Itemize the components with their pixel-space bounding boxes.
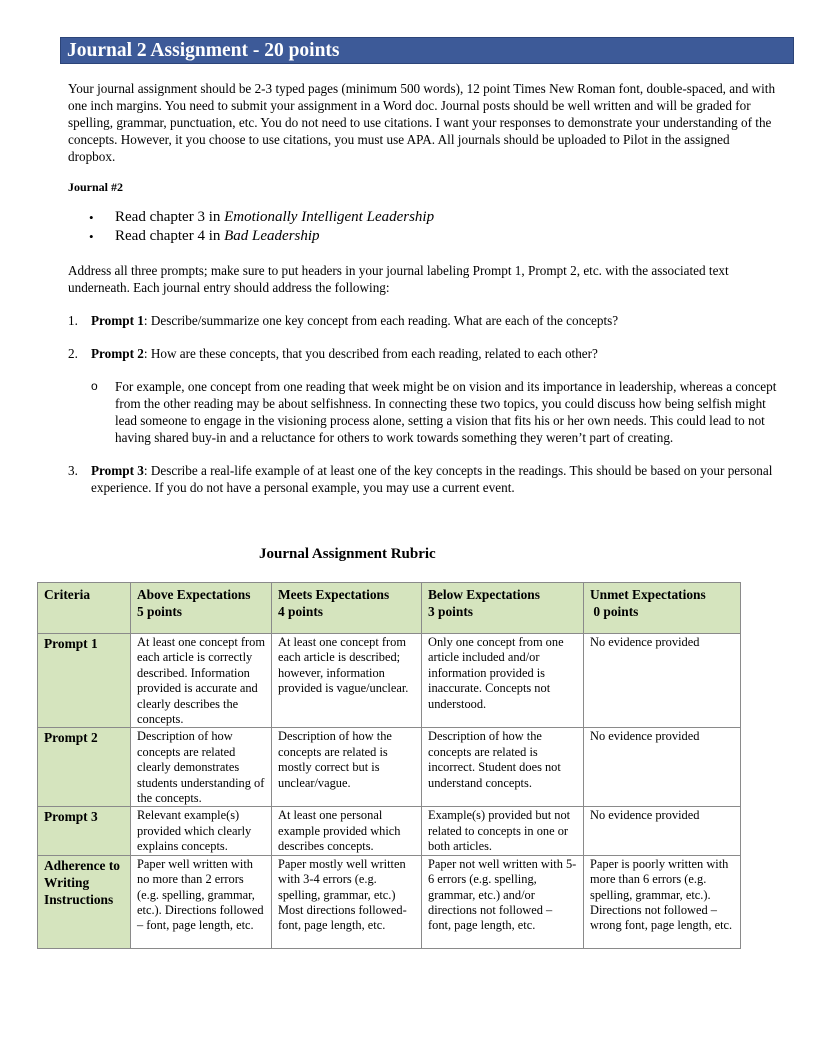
meets-cell: At least one concept from each article is described; however, information provided is vague/unclear. — [272, 634, 422, 728]
reading-prefix: Read chapter 3 in — [115, 209, 225, 225]
prompt-label: Prompt 2 — [91, 346, 144, 361]
below-cell: Only one concept from one article included and/or information provided is inaccurate. Concepts not understood. — [422, 634, 584, 728]
prompt-number: 2. — [68, 346, 78, 361]
below-cell: Example(s) provided but not related to concepts in one or both articles. — [422, 807, 584, 855]
criteria-cell: Prompt 2 — [38, 728, 131, 807]
criteria-cell: Prompt 1 — [38, 634, 131, 728]
table-row — [38, 728, 741, 807]
header-label: Criteria — [44, 587, 91, 602]
header-unmet — [584, 583, 741, 634]
circle-bullet-icon: o — [91, 379, 98, 393]
title-banner — [60, 37, 794, 64]
header-meets — [272, 583, 422, 634]
header-label: Meets Expectations — [278, 587, 390, 602]
above-cell: At least one concept from each article is correctly described. Information provided is accurate and clearly describes the concepts. — [131, 634, 272, 728]
below-cell: Description of how the concepts are related is incorrect. Student does not understand concepts. — [422, 728, 584, 807]
table-row — [38, 807, 741, 855]
meets-cell: At least one personal example provided which describes concepts. — [272, 807, 422, 855]
header-criteria — [38, 583, 131, 634]
document-body — [68, 80, 780, 496]
list-item — [68, 227, 780, 246]
table-header-row — [38, 583, 741, 634]
list-item — [68, 208, 780, 227]
unmet-cell: No evidence provided — [584, 728, 741, 807]
above-cell: Paper well written with no more than 2 errors (e.g. spelling, grammar, etc.). Directions followed – font, page length, etc. — [131, 855, 272, 948]
intro-paragraph: Your journal assignment should be 2-3 typed pages (minimum 500 words), 12 point Times New Roman font, double-spaced, and with one inch margins. You need to submit your assignment in a Word doc. Journal posts should be well written and will be graded for spelling, grammar, punctuation, etc. You do not need to use citations. I want your responses to demonstrate your understanding of the concepts. However, it you choose to use citations, you must use APA. All journals should be uploaded to Pilot in the assigned dropbox. — [68, 81, 776, 164]
header-points: 3 points — [428, 604, 474, 619]
criteria-cell: Adherence to Writing Instructions — [38, 855, 131, 948]
prompt-text: : Describe/summarize one key concept from each reading. What are each of the concepts? — [143, 313, 619, 328]
below-cell: Paper not well written with 5-6 errors (e.g. spelling, grammar, etc.) and/or directions not followed – font, page length, etc. — [422, 855, 584, 948]
header-points: 0 points — [590, 604, 639, 619]
header-label: Above Expectations — [137, 587, 251, 602]
prompt-2-example — [68, 378, 780, 446]
prompt-number: 1. — [68, 313, 78, 328]
above-cell: Relevant example(s) provided which clearly explains concepts. — [131, 807, 272, 855]
page-title: Journal 2 Assignment - 20 points — [67, 40, 340, 61]
meets-cell: Description of how the concepts are related is mostly correct but is unclear/vague. — [272, 728, 422, 807]
address-paragraph: Address all three prompts; make sure to put headers in your journal labeling Prompt 1, Prompt 2, etc. with the associated text underneath. Each journal entry should address the following: — [68, 263, 729, 295]
reading-prefix: Read chapter 4 in — [115, 228, 225, 244]
prompt-label: Prompt 3 — [91, 463, 144, 478]
prompt-text: : How are these concepts, that you described from each reading, related to each other? — [143, 346, 598, 361]
prompt-number: 3. — [68, 463, 78, 478]
prompt-2 — [68, 345, 780, 362]
table-row — [38, 634, 741, 728]
prompt-1 — [68, 312, 780, 329]
prompt-3 — [68, 462, 780, 496]
header-label: Below Expectations — [428, 587, 540, 602]
rubric-table — [37, 582, 741, 949]
unmet-cell: No evidence provided — [584, 634, 741, 728]
reading-title: Emotionally Intelligent Leadership — [224, 209, 435, 225]
journal-heading: Journal #2 — [68, 180, 124, 194]
table-row — [38, 855, 741, 948]
prompt-text: : Describe a real-life example of at least one of the key concepts in the readings. This should be based on your personal experience. If you do not have a personal example, you may use a current event. — [91, 463, 773, 495]
header-label: Unmet Expectations — [590, 587, 706, 602]
above-cell: Description of how concepts are related clearly demonstrates students understanding of the concepts. — [131, 728, 272, 807]
meets-cell: Paper mostly well written with 3-4 errors (e.g. spelling, grammar, etc.) Most directions followed-font, page length, etc. — [272, 855, 422, 948]
example-text: For example, one concept from one reading that week might be on vision and its importance in leadership, whereas a concept from the other reading may be about selfishness. In connecting these two topics, you could discuss how being selfish might lead someone to engage in the visioning process alone, setting a vision that fits his or her own needs. This could lead to not having shared buy-in and a reluctance for others to work towards something they weren’t part of creating. — [115, 379, 777, 445]
header-above — [131, 583, 272, 634]
header-points: 5 points — [137, 604, 183, 619]
reading-title: Bad Leadership — [224, 228, 320, 244]
unmet-cell: Paper is poorly written with more than 6 errors (e.g. spelling, grammar, etc.). Directions not followed – wrong font, page length, etc. — [584, 855, 741, 948]
header-below — [422, 583, 584, 634]
readings-list — [68, 208, 780, 246]
rubric-title: Journal Assignment Rubric — [259, 546, 436, 562]
header-points: 4 points — [278, 604, 324, 619]
unmet-cell: No evidence provided — [584, 807, 741, 855]
criteria-cell: Prompt 3 — [38, 807, 131, 855]
prompt-label: Prompt 1 — [91, 313, 144, 328]
